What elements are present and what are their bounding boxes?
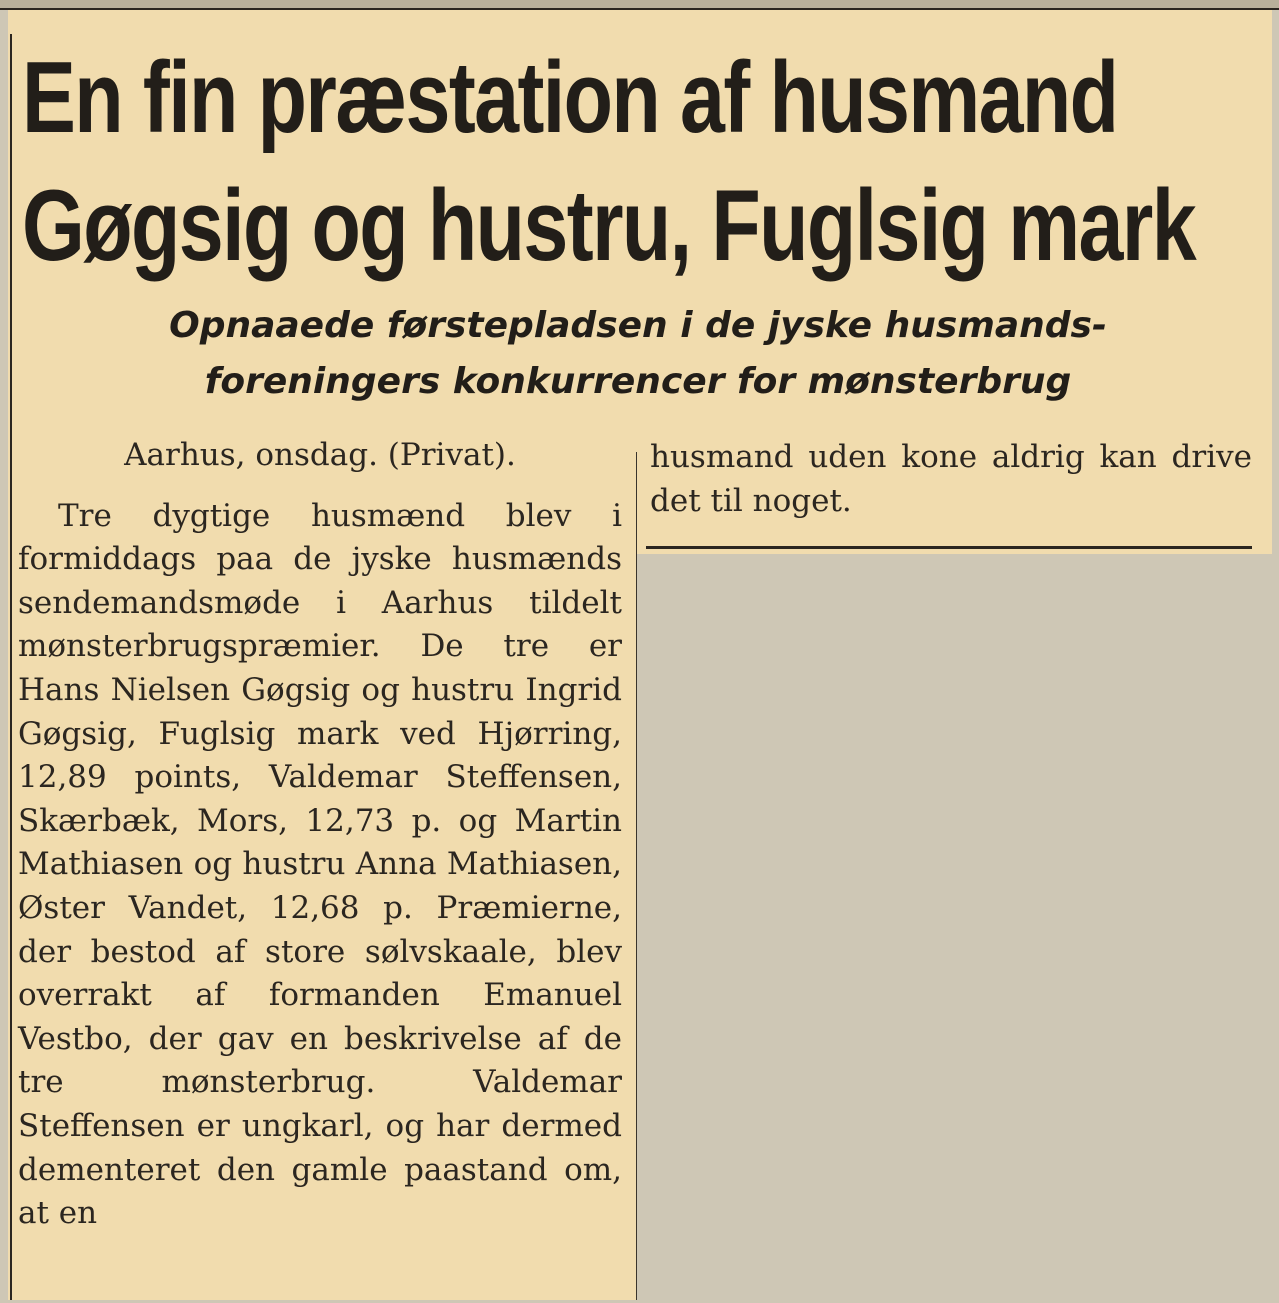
- headline: [22, 34, 1262, 290]
- article-end-rule: [646, 546, 1252, 549]
- left-border-rule: [10, 34, 12, 1300]
- subheadline-line-2: foreningers konkurrencer for mønsterbrug: [204, 361, 1072, 402]
- subheadline: [20, 298, 1256, 410]
- article-body-right: husmand uden kone aldrig kan drive det til noget.: [650, 439, 1252, 519]
- top-rule: [0, 8, 1279, 10]
- headline-line-2: Gøgsig og hustru, Fuglsig mark: [22, 170, 1196, 282]
- article-column-left: [18, 434, 622, 1236]
- article-column-right: [650, 436, 1252, 523]
- dateline: Aarhus, onsdag. (Privat).: [124, 437, 516, 473]
- column-divider: [636, 452, 637, 1300]
- headline-line-1: En fin præstation af husmand: [22, 42, 1118, 154]
- article-body-left: Tre dygtige husmænd blev i formiddags paa de jyske husmænds sendemandsmøde i Aarhus tildelt mønsterbrugspræmier. De tre er Hans Nielsen Gøgsig og hustru Ingrid Gøgsig, Fuglsig mark ved Hjørring, 12,89 points, Valdemar Steffensen, Skærbæk, Mors, 12,73 p. og Martin Mathiasen og hustru Anna Mathiasen, Øster Vandet, 12,68 p. Præmierne, der bestod af store sølvskaale, blev overrakt af formanden Emanuel Vestbo, der gav en beskrivelse af de tre mønsterbrug. Valdemar Steffensen er ungkarl, og har dermed dementeret den gamle paastand om, at en: [18, 497, 622, 1232]
- subheadline-line-1: Opnaaede førstepladsen i de jyske husmands-: [169, 305, 1107, 346]
